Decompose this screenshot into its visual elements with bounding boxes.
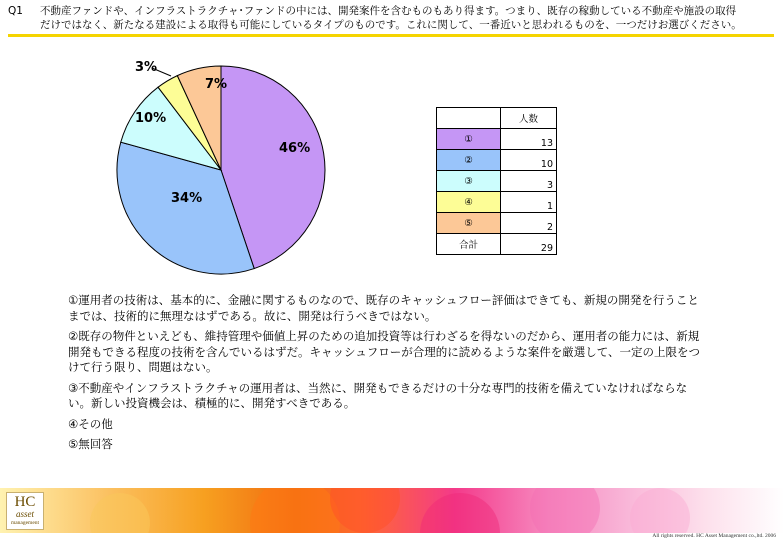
table-row [437, 129, 557, 150]
respondent-count-table [436, 107, 557, 255]
question-number: Q1 [8, 5, 23, 17]
row-label: ④ [437, 192, 501, 213]
decor-circle [250, 488, 340, 533]
pie-label-3: 10% [135, 111, 167, 126]
row-count: 2 [501, 213, 557, 234]
table-row [437, 150, 557, 171]
decor-circle [530, 488, 600, 533]
row-count: 13 [501, 129, 557, 150]
logo-text-management: management [10, 520, 40, 526]
row-count: 1 [501, 192, 557, 213]
pie-label-1: 46% [279, 141, 311, 156]
row-label: ⑤ [437, 213, 501, 234]
decor-circle [330, 488, 400, 533]
pie-label-4: 3% [135, 60, 158, 75]
answer-options [68, 293, 708, 458]
copyright-text: All rights reserved. HC Asset Management co.,ltd. 2006 [652, 533, 776, 539]
table-header-count: 人数 [501, 108, 557, 129]
total-label: 合計 [437, 234, 501, 255]
table-row [437, 171, 557, 192]
pie-chart [105, 55, 345, 275]
row-label: ② [437, 150, 501, 171]
option-1: ①運用者の技術は、基本的に、金融に関するものなので、既存のキャッシュフロー評価はできても、新規の開発を行うことまでは、技術的に無理なはずである。故に、開発は行うべきではない。 [68, 293, 699, 323]
row-count: 3 [501, 171, 557, 192]
table-row [437, 192, 557, 213]
table-row [437, 213, 557, 234]
header-divider [8, 34, 774, 37]
decor-circle [630, 488, 690, 533]
total-value: 29 [501, 234, 557, 255]
footer-decoration [0, 488, 784, 533]
decor-circle [90, 493, 150, 533]
option-5: ⑤無回答 [68, 437, 113, 451]
table-total-row [437, 234, 557, 255]
question-line-2: だけではなく、新たなる建設による取得も可能にしているタイプのものです。これに関して、一番近いと思われるものを、一つだけお選びください。 [40, 19, 742, 31]
decor-circle [420, 493, 500, 533]
option-4: ④その他 [68, 416, 113, 431]
table-header-blank [437, 108, 501, 129]
logo-text-asset: asset [16, 509, 34, 519]
option-2: ②既存の物件といえども、維持管理や価値上昇のための追加投資等は行わざるを得ないのだから、運用者の能力には、新規開発もできる程度の技術を含んでいるはずだ。キャッシュフローが合理的に読めるような案件を厳選して、一定の上限をつけて行う限り、問題はない。 [68, 329, 701, 374]
company-logo [6, 492, 44, 530]
logo-text-hc: HC [14, 494, 36, 510]
question-line-1: 不動産ファンドや、インフラストラクチャ･ファンドの中には、開発案件を含むものもあり得ます。つまり、既存の稼動している不動産や施設の取得 [40, 5, 737, 17]
row-label: ① [437, 129, 501, 150]
pie-label-2: 34% [171, 191, 203, 206]
row-count: 10 [501, 150, 557, 171]
pie-label-5: 7% [205, 77, 228, 92]
row-label: ③ [437, 171, 501, 192]
option-3: ③不動産やインフラストラクチャの運用者は、当然に、開発もできるだけの十分な専門的技術を備えていなければならない。新しい投資機会は、積極的に、開発すべきである。 [68, 380, 688, 410]
table-header-row [437, 108, 557, 129]
